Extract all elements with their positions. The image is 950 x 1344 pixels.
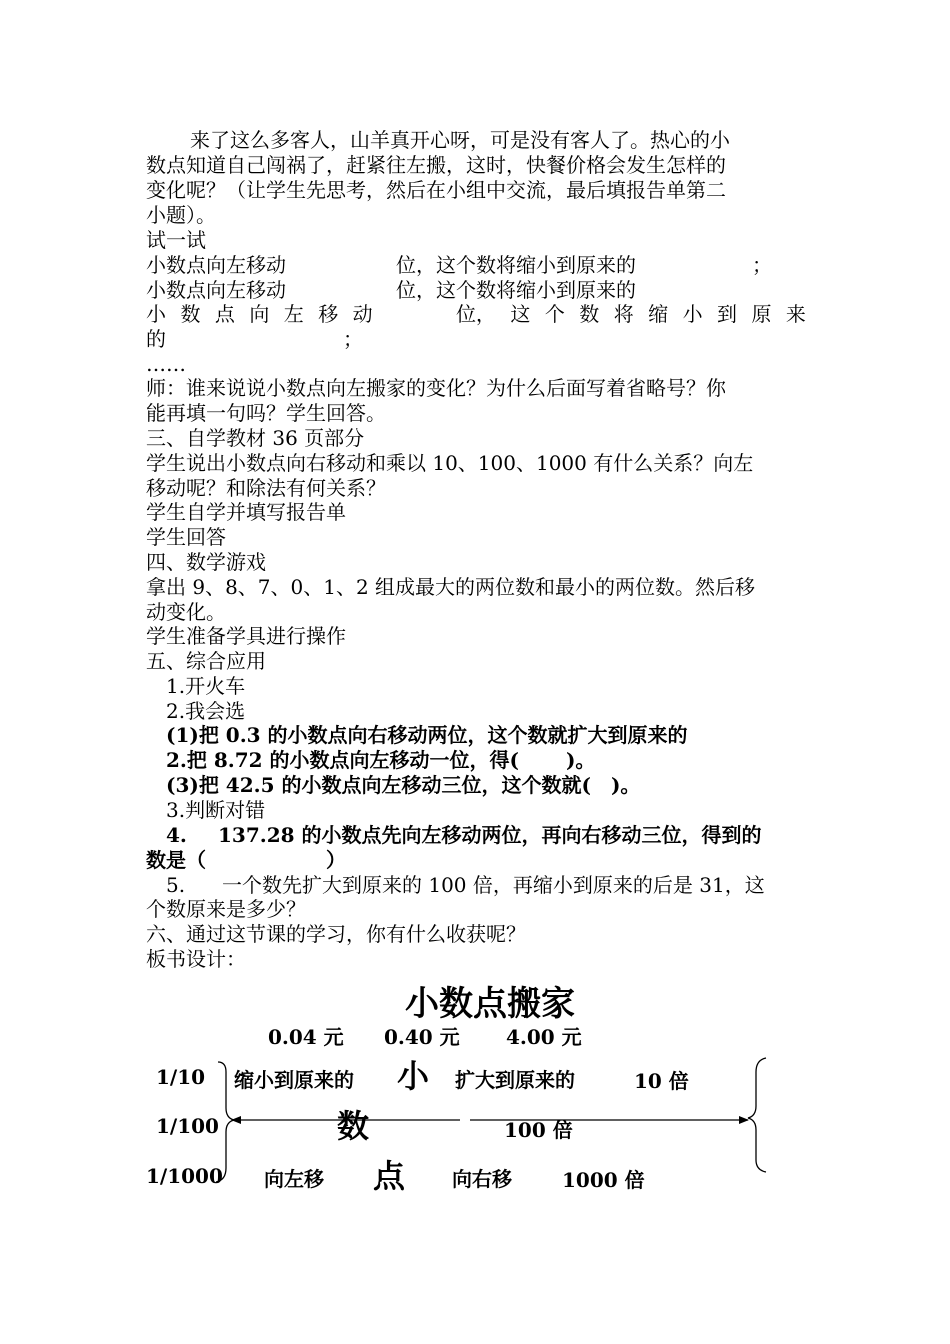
teacher-line-1: 师：谁来说说小数点向左搬家的变化？为什么后面写着省略号？你 xyxy=(146,376,726,400)
choice-3: (3)把 42.5 的小数点向左移动三位，这个数就( )。 xyxy=(166,773,641,797)
right-brace xyxy=(748,1058,766,1172)
move-left-label: 向左移 xyxy=(264,1167,324,1191)
section-3-heading: 三、自学教材 36 页部分 xyxy=(146,426,365,450)
price-3: 4.00 元 xyxy=(506,1025,582,1049)
fill-3-char: 缩 xyxy=(648,302,669,326)
times-10: 10 倍 xyxy=(634,1069,689,1093)
fill-2-part-a: 小数点向左移动 xyxy=(146,278,286,302)
fill-3-char: 动 xyxy=(352,302,373,326)
fraction-1-100: 1/100 xyxy=(156,1114,219,1138)
fill-3-char: 向 xyxy=(249,302,270,326)
fill-3-char: 数 xyxy=(180,302,201,326)
board-design-label: 板书设计： xyxy=(146,947,246,971)
fill-3-char: 点 xyxy=(214,302,235,326)
fill-1-part-c: ； xyxy=(752,253,772,277)
teacher-line-2: 能再填一句吗？学生回答。 xyxy=(146,401,386,425)
game-line-1: 拿出 9、8、7、0、1、2 组成最大的两位数和最小的两位数。然后移 xyxy=(146,575,756,599)
prepare-line: 学生准备学具进行操作 xyxy=(146,624,346,648)
fill-3-char: 这 xyxy=(510,302,531,326)
paragraph-1-line-2: 数点知道自己闯祸了，赶紧往左搬，这时，快餐价格会发生怎样的 xyxy=(146,153,726,177)
fill-3-char: 移 xyxy=(318,302,339,326)
paragraph-1-line-1: 来了这么多客人，山羊真开心呀，可是没有客人了。热心的小 xyxy=(190,128,730,152)
fill-3-semicolon: ； xyxy=(343,327,363,351)
fill-2-part-b: 位，这个数将缩小到原来的 xyxy=(396,278,636,302)
fill-3-char: 位， xyxy=(455,302,496,326)
shrink-label: 缩小到原来的 xyxy=(234,1068,354,1092)
fraction-1-10: 1/10 xyxy=(156,1065,206,1089)
item-4-number: 4. xyxy=(166,823,187,847)
fraction-1-1000: 1/1000 xyxy=(146,1164,223,1188)
paragraph-1-line-3: 变化呢？（让学生先思考，然后在小组中交流，最后填报告单第二 xyxy=(146,178,726,202)
item-5-line-1: 一个数先扩大到原来的 100 倍，再缩小到原来的后是 31，这 xyxy=(222,873,765,897)
fill-3-char: 数 xyxy=(579,302,600,326)
question-line-2: 移动呢？和除法有何关系？ xyxy=(146,476,386,500)
item-2: 2.我会选 xyxy=(166,699,246,723)
fill-3-char: 来 xyxy=(785,302,806,326)
question-line-1: 学生说出小数点向右移动和乘以 10、100、1000 有什么关系？向左 xyxy=(146,451,754,475)
board-title: 小数点搬家 xyxy=(405,984,575,1024)
fill-3-char: 到 xyxy=(717,302,737,326)
move-right-label: 向右移 xyxy=(452,1167,512,1191)
paragraph-1-line-4: 小题）。 xyxy=(146,203,216,227)
fill-1-part-a: 小数点向左移动 xyxy=(146,253,286,277)
price-1: 0.04 元 xyxy=(268,1025,344,1049)
fill-3-tail: 的 xyxy=(146,327,166,351)
expand-label: 扩大到原来的 xyxy=(455,1068,575,1092)
item-1: 1.开火车 xyxy=(166,674,246,698)
choice-2: 2.把 8.72 的小数点向左移动一位，得( )。 xyxy=(166,748,596,772)
big-char-shu: 数 xyxy=(337,1107,370,1145)
fill-3-char: 左 xyxy=(283,302,304,326)
fill-3-char: 小 xyxy=(682,302,703,326)
item-4-line-2: 数是（ ） xyxy=(146,848,346,872)
section-4-heading: 四、数学游戏 xyxy=(146,550,266,574)
price-2: 0.40 元 xyxy=(384,1025,460,1049)
big-char-dian: 点 xyxy=(373,1157,406,1195)
item-3: 3.判断对错 xyxy=(166,798,266,822)
big-char-xiao: 小 xyxy=(397,1057,430,1095)
left-brace xyxy=(216,1062,234,1182)
section-6-heading: 六、通过这节课的学习，你有什么收获呢？ xyxy=(146,922,526,946)
try-heading: 试一试 xyxy=(146,228,206,252)
times-100: 100 倍 xyxy=(504,1118,573,1142)
fill-3-char: 原 xyxy=(751,302,772,326)
item-5-line-2: 个数原来是多少？ xyxy=(146,897,306,921)
times-1000: 1000 倍 xyxy=(562,1168,645,1192)
ellipsis: …… xyxy=(146,352,186,376)
choice-1: (1)把 0.3 的小数点向右移动两位，这个数就扩大到原来的 xyxy=(166,723,688,747)
fill-1-part-b: 位，这个数将缩小到原来的 xyxy=(396,253,636,277)
fill-3-char: 小 xyxy=(146,302,166,326)
self-study-line: 学生自学并填写报告单 xyxy=(146,500,346,524)
item-4-line-1: 137.28 的小数点先向左移动两位，再向右移动三位，得到的 xyxy=(218,823,762,847)
fill-3-char: 个 xyxy=(544,302,565,326)
fill-3-char: 将 xyxy=(613,302,634,326)
section-5-heading: 五、综合应用 xyxy=(146,649,266,673)
item-5-number: 5. xyxy=(166,873,186,897)
game-line-2: 动变化。 xyxy=(146,600,226,624)
answer-line: 学生回答 xyxy=(146,525,226,549)
